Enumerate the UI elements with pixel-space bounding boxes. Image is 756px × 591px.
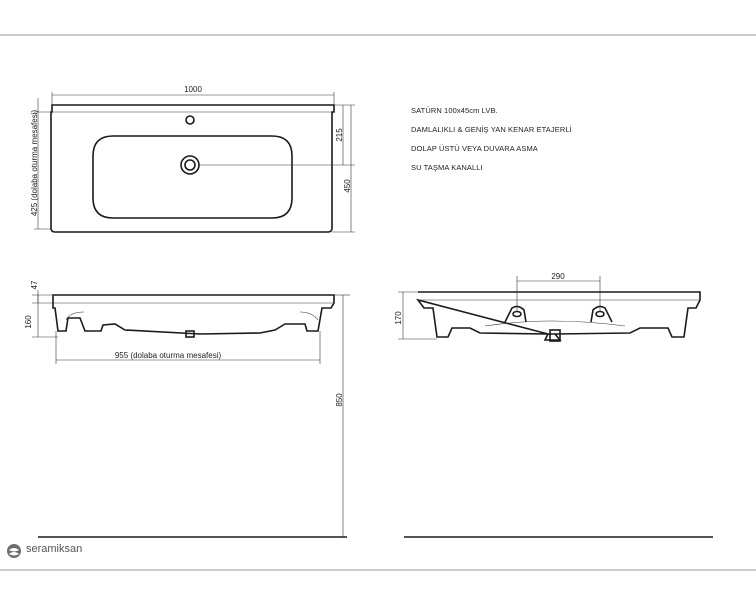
dim-depth-cabinet: 425 (dolaba oturma mesafesi) [30,109,39,217]
note-overflow: SU TAŞMA KANALLI [411,163,483,172]
dim-width-top: 1000 [184,85,202,94]
bolt-hole-left [513,312,521,317]
brand-name: seramiksan [26,543,83,555]
bolt-boss-left [505,306,526,322]
brand-logo [7,543,82,555]
dim-bolt-spacing: 290 [551,272,565,281]
dim-faucet-offset: 215 [335,128,344,142]
side-view-outline [418,292,700,340]
dim-side-height: 170 [394,311,403,325]
front-view [24,280,350,537]
front-basin-curve [66,312,318,320]
front-view-outline [53,295,334,334]
note-feature-shelf: DAMLALIKLI & GENİŞ YAN KENAR ETAJERLİ [411,125,572,134]
dim-cabinet-width: 955 (dolaba oturma mesafesi) [114,351,222,360]
basin-outline [93,136,292,218]
faucet-hole [186,116,194,124]
dim-mount-height: 850 [335,393,344,407]
drain-inner [185,160,195,170]
bolt-boss-right [591,306,612,322]
note-product-name: SATÜRN 100x45cm LVB. [411,106,498,115]
dim-basin-height: 160 [24,315,33,329]
dim-depth-total: 450 [343,179,352,193]
top-view [30,85,355,232]
drain-outer [181,156,199,174]
dim-rim-height: 47 [30,280,39,290]
side-view [394,272,713,537]
note-mounting: DOLAP ÜSTÜ VEYA DUVARA ASMA [411,144,538,153]
bolt-hole-right [596,312,604,317]
